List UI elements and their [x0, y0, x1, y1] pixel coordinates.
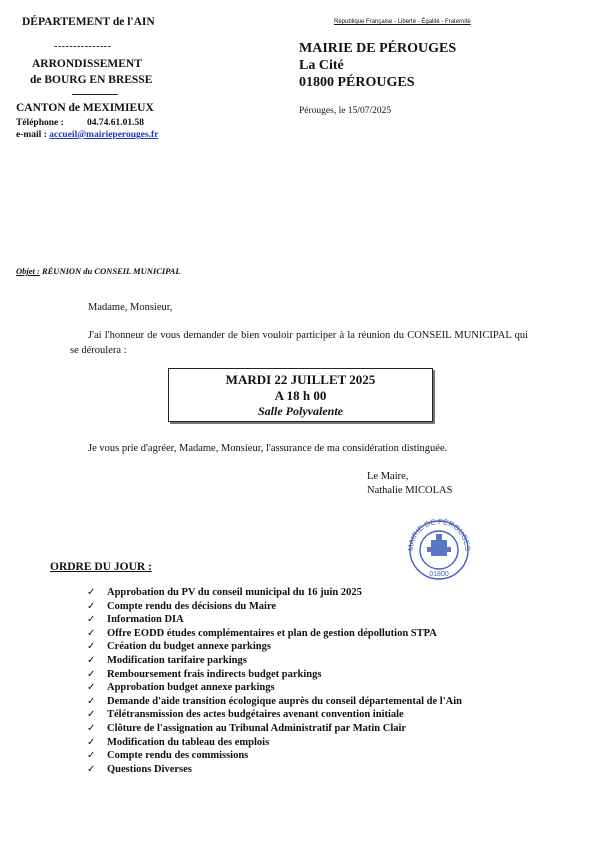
mairie-address-block	[299, 40, 456, 91]
agenda-item	[87, 627, 462, 641]
check-icon: ✓	[87, 614, 96, 626]
telephone-label: Téléphone :	[16, 118, 64, 128]
email-line	[16, 130, 158, 140]
agenda-item-label: Compte rendu des commissions	[107, 750, 249, 762]
check-icon: ✓	[87, 722, 96, 734]
agenda-item-label: Modification tarifaire parkings	[107, 654, 247, 666]
stamp-text: MAIRIE DE PÉROUGES	[405, 516, 473, 552]
agenda-item-label: Approbation du PV du conseil municipal du 16 juin 2025	[107, 587, 362, 598]
objet-text: RÉUNION du CONSEIL MUNICIPAL	[41, 266, 181, 276]
check-icon: ✓	[87, 709, 96, 721]
check-icon: ✓	[87, 627, 96, 639]
telephone-number: 04.74.61.01.58	[87, 118, 144, 128]
agenda-item	[87, 722, 462, 736]
signature-block	[367, 470, 452, 498]
closing-formula: Je vous prie d'agréer, Madame, Monsieur, l'assurance de ma considération distinguée.	[88, 443, 448, 454]
department-heading: DÉPARTEMENT de l'AIN	[22, 16, 155, 28]
check-icon: ✓	[87, 600, 96, 612]
mairie-stamp	[393, 514, 483, 580]
agenda-item-label: Création du budget annexe parkings	[107, 641, 271, 653]
meeting-place: Salle Polyvalente	[258, 404, 343, 418]
address-line-2: 01800 PÉROUGES	[299, 75, 415, 90]
email-link[interactable]: accueil@mairieperouges.fr	[49, 130, 159, 140]
agenda-item	[87, 695, 462, 709]
signature-name: Nathalie MICOLAS	[367, 485, 453, 496]
check-icon: ✓	[87, 668, 96, 680]
agenda-item-label: Remboursement frais indirects budget parkings	[107, 668, 322, 680]
header-separator: ---------------	[54, 41, 112, 52]
agenda-item-label: Demande d'aide transition écologique auprès du conseil départemental de l'Ain	[107, 695, 462, 707]
agenda-item-label: Modification du tableau des emplois	[107, 736, 270, 748]
agenda-item	[87, 654, 462, 668]
check-icon: ✓	[87, 750, 96, 762]
check-icon: ✓	[87, 641, 96, 653]
telephone-line	[16, 118, 144, 128]
header-divider	[72, 94, 118, 95]
check-icon: ✓	[87, 682, 96, 694]
agenda-item-label: Offre EODD études complémentaires et plan de gestion dépollution STPA	[107, 627, 437, 639]
agenda-item-label: Télétransmission des actes budgétaires avenant convention initiale	[107, 709, 404, 721]
arrondissement-label: ARRONDISSEMENT	[32, 58, 142, 70]
agenda-item	[87, 736, 462, 750]
agenda-item	[87, 586, 462, 600]
agenda-item	[87, 600, 462, 614]
check-icon: ✓	[87, 736, 96, 748]
check-icon: ✓	[87, 654, 96, 666]
agenda-item	[87, 668, 462, 682]
stamp-code: 01800	[429, 571, 449, 578]
agenda-item-label: Approbation budget annexe parkings	[107, 682, 275, 694]
salutation: Madame, Monsieur,	[88, 302, 173, 313]
address-line-1: La Cité	[299, 58, 344, 73]
agenda-item-label: Compte rendu des décisions du Maire	[107, 600, 277, 612]
place-date: Pérouges, le 15/07/2025	[299, 106, 392, 116]
email-label: e-mail :	[16, 130, 47, 140]
agenda-title: ORDRE DU JOUR :	[50, 561, 152, 573]
agenda-item	[87, 749, 462, 763]
check-icon: ✓	[87, 763, 96, 775]
agenda-item-label: Information DIA	[107, 614, 184, 626]
republic-motto: République Française - Liberté - Égalité - Fraternité	[334, 19, 471, 25]
meeting-date: MARDI 22 JUILLET 2025	[225, 372, 376, 387]
objet-label: Objet :	[16, 266, 40, 276]
agenda-item	[87, 640, 462, 654]
agenda-item	[87, 708, 462, 722]
letter-body: J'ai l'honneur de vous demander de bien vouloir participer à la réunion du CONSEIL MUNICIPAL qui se déroulera :	[70, 330, 528, 356]
agenda-item	[87, 681, 462, 695]
agenda-item	[87, 613, 462, 627]
agenda-list	[87, 586, 462, 776]
meeting-box	[168, 368, 433, 422]
agenda-item-label: Clôture de l'assignation au Tribunal Administratif par Matin Clair	[107, 722, 407, 734]
agenda-item-label: Questions Diverses	[107, 763, 192, 775]
check-icon: ✓	[87, 587, 96, 598]
bourg-label: de BOURG EN BRESSE	[30, 74, 153, 86]
objet-line	[16, 266, 181, 276]
agenda-item	[87, 763, 462, 777]
mairie-name: MAIRIE DE PÉROUGES	[299, 41, 457, 56]
signature-title: Le Maire,	[367, 471, 409, 482]
town-emblem	[427, 534, 451, 556]
meeting-time: A 18 h 00	[274, 388, 327, 403]
canton-label: CANTON de MEXIMIEUX	[16, 102, 154, 114]
check-icon: ✓	[87, 695, 96, 707]
